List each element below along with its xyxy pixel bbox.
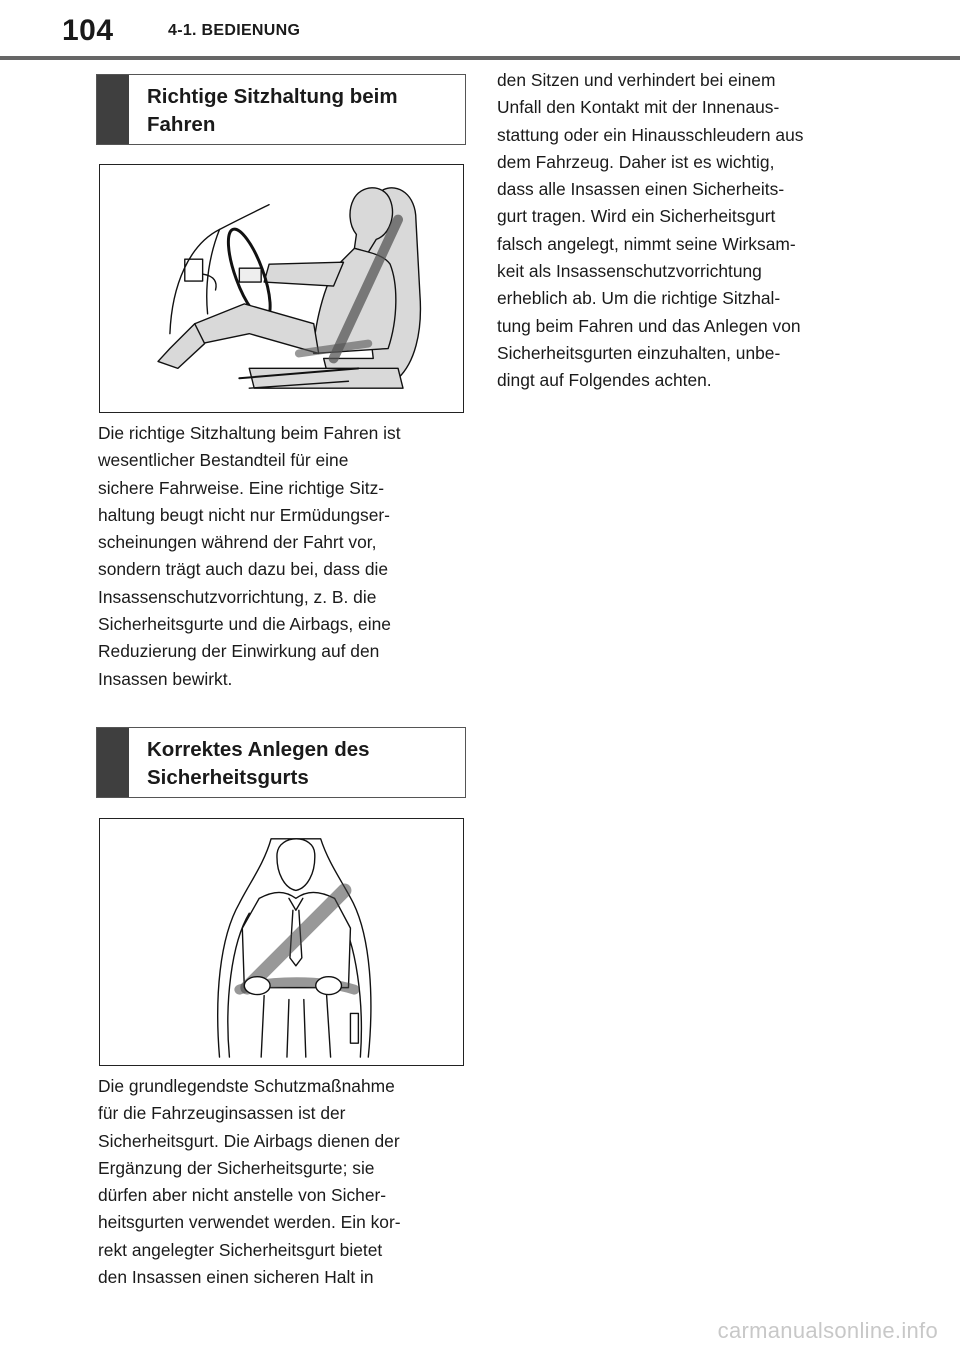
section-heading-title: Richtige Sitzhaltung beim Fahren <box>147 85 398 136</box>
section-heading-sicherheitsgurt <box>96 727 466 798</box>
header-rule <box>0 56 960 60</box>
section-heading-title: Korrektes Anlegen des Sicherheitsgurts <box>147 738 370 789</box>
driver-seating-posture-illustration <box>100 165 463 412</box>
watermark: carmanualsonline.info <box>717 1318 938 1343</box>
figure-seatbelt-front <box>99 818 464 1066</box>
section-heading-bar <box>97 75 129 144</box>
section-paragraph-sitzhaltung: Die richtige Sitzhaltung beim Fahren ist wesentlicher Bestandteil für eine sichere Fahrweise. Eine richtige Sitz- haltung beugt nicht nur Ermüdungser- scheinungen während der Fahrt vor, sondern trägt auch dazu bei, dass die Insassenschutzvorrichtung, z. B. die Sicherheitsgurte und die Airbags, eine Reduzierung der Einwirkung auf den Insassen bewirkt. <box>98 423 401 689</box>
section-heading-bar <box>97 728 129 797</box>
figure-driver-posture <box>99 164 464 413</box>
right-column-paragraph: den Sitzen und verhindert bei einem Unfall den Kontakt mit der Innenaus- stattung oder ein Hinausschleudern aus dem Fahrzeug. Daher ist es wichtig, dass alle Insassen einen Sicherheits- gurt tragen. Wird ein Sicherheitsgurt falsch angelegt, nimmt seine Wirksam- keit als Insassenschutzvorrichtung erheblich ab. Um die richtige Sitzhal- tung beim Fahren und das Anlegen von Sicherheitsgurten einzuhalten, unbe- dingt auf Folgendes achten. <box>497 70 804 391</box>
chapter-title: 4-1. BEDIENUNG <box>168 22 301 39</box>
section-paragraph-sicherheitsgurt: Die grundlegendste Schutzmaßnahme für die Fahrzeuginsassen ist der Sicherheitsgurt. Die Airbags dienen der Ergänzung der Sicherheitsgurte; sie dürfen aber nicht anstelle von Sicher- heitsgurten verwendet werden. Ein kor- rekt angelegter Sicherheitsgurt bietet den Insassen einen sicheren Halt in <box>98 1076 401 1288</box>
page-number: 104 <box>62 14 114 47</box>
seatbelt-front-view-illustration <box>100 819 463 1065</box>
section-heading-sitzhaltung <box>96 74 466 145</box>
